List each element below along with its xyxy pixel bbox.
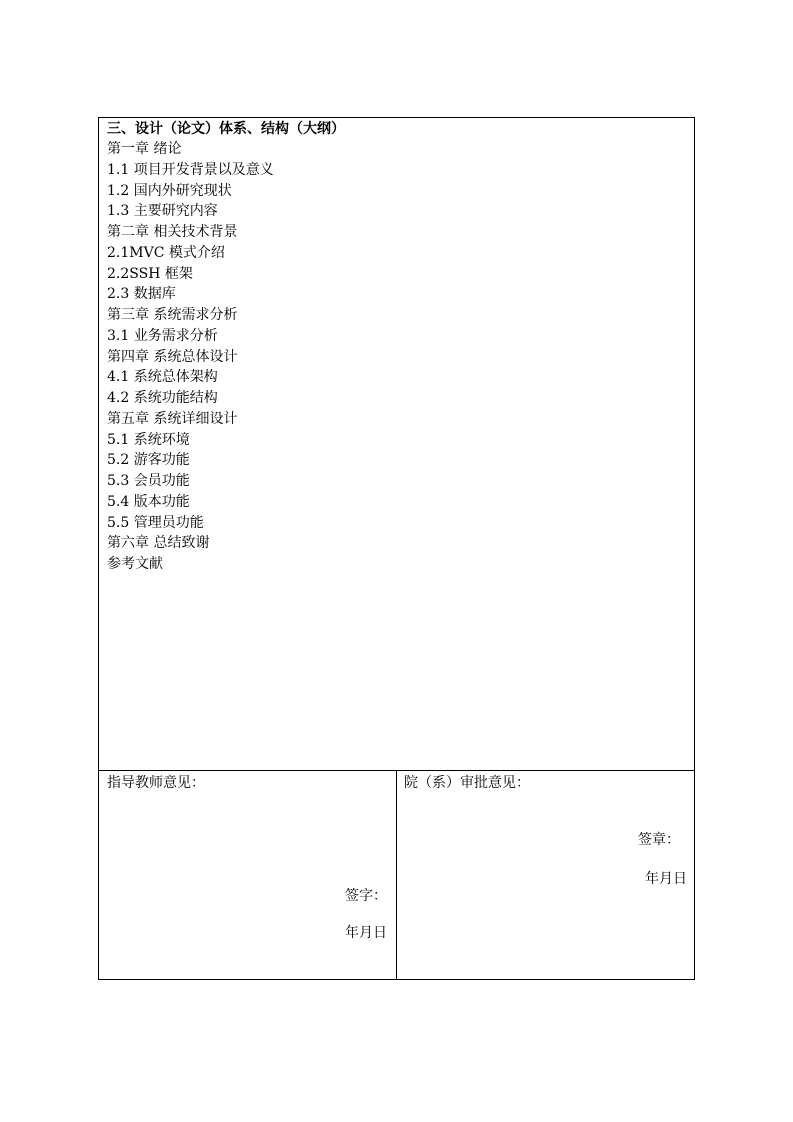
department-opinion-cell: [397, 771, 694, 979]
outline-item: 1.1 项目开发背景以及意义: [107, 161, 274, 178]
outline-heading: 三、设计（论文）体系、结构（大纲）: [107, 121, 345, 137]
teacher-opinion-cell: [99, 771, 397, 979]
outline-item: 5.2 游客功能: [107, 452, 190, 469]
outline-item: 3.1 业务需求分析: [107, 327, 218, 344]
outline-item: 4.2 系统功能结构: [107, 390, 218, 406]
outline-item: 5.5 管理员功能: [107, 514, 204, 531]
department-date-label: 年月日: [645, 871, 687, 887]
outline-item: 2.3 数据库: [107, 286, 176, 303]
department-opinion-label: 院（系）审批意见：: [404, 775, 530, 791]
outline-item: 参考文献: [107, 556, 163, 572]
outline-item: 第二章 相关技术背景: [107, 224, 238, 240]
outline-item: 第三章 系统需求分析: [107, 307, 238, 323]
outline-item: 第一章 绪论: [107, 141, 182, 157]
outline-section: [99, 118, 694, 771]
outline-item: 5.3 会员功能: [107, 473, 190, 489]
outline-item: 第五章 系统详细设计: [107, 410, 238, 427]
teacher-opinion-label: 指导教师意见：: [107, 775, 205, 791]
outline-list: [107, 139, 274, 575]
department-seal-label: 签章：: [638, 832, 680, 848]
outline-item: 1.3 主要研究内容: [107, 203, 218, 220]
outline-item: 1.2 国内外研究现状: [107, 182, 232, 199]
outline-item: 2.1MVC 模式介绍: [107, 244, 225, 261]
outline-item: 5.1 系统环境: [107, 431, 190, 448]
outline-item: 第四章 系统总体设计: [107, 348, 238, 365]
teacher-signature-label: 签字：: [345, 888, 387, 904]
outline-item: 2.2SSH 框架: [107, 265, 193, 282]
approval-form-table: [98, 117, 695, 980]
outline-item: 5.4 版本功能: [107, 493, 190, 510]
outline-item: 4.1 系统总体架构: [107, 369, 218, 386]
teacher-date-label: 年月日: [345, 925, 387, 941]
outline-item: 第六章 总结致谢: [107, 535, 210, 552]
